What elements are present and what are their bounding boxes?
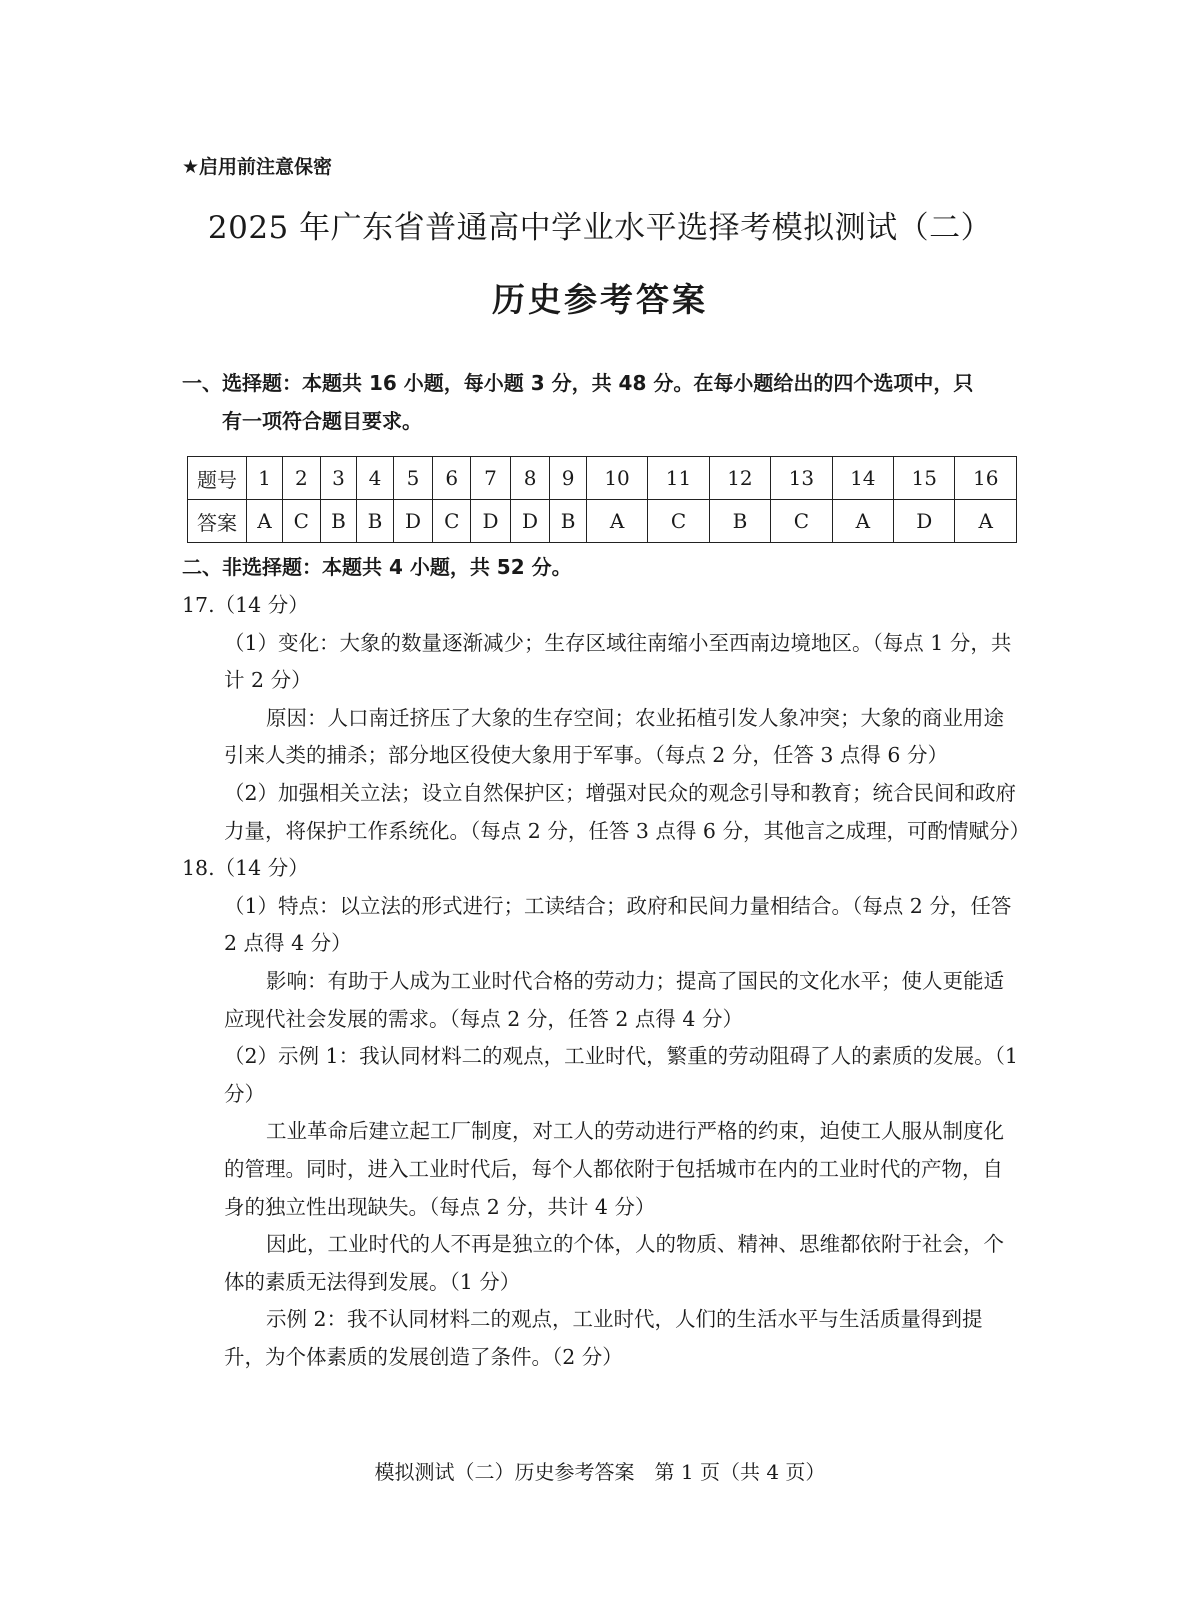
answer-cell: D [393,500,433,543]
answer-cell: C [282,500,320,543]
answer-cell: B [709,500,770,543]
question-number: 11 [648,457,709,500]
q17-part-1-change: （1）变化：大象的数量逐渐减少；生存区域往南缩小至西南边境地区。（每点 1 分，共计 2 分） [224,630,1012,693]
q18-example-1-conclusion: 因此，工业时代的人不再是独立的个体，人的物质、精神、思维都依附于社会，个体的素质无法得到发展。（1 分） [224,1232,1004,1294]
q17-part-1-reason: 原因：人口南迁挤压了大象的生存空间；农业拓植引发人象冲突；大象的商业用途引来人类的捕杀；部分地区役使大象用于军事。（每点 2 分，任答 3 点得 6 分） [224,705,1004,768]
answer-cell: B [320,500,356,543]
row-label-number: 题号 [188,457,247,500]
answer-cell: A [955,500,1017,543]
answer-body [182,587,1030,1376]
question-18-heading: 18.（14 分） [182,856,309,881]
answer-table [187,456,1017,543]
question-number: 12 [709,457,770,500]
answer-cell: C [433,500,471,543]
question-number: 6 [433,457,471,500]
answer-cell: D [894,500,955,543]
exam-title: 2025 年广东省普通高中学业水平选择考模拟测试（二） [207,210,993,246]
answer-cell: A [832,500,893,543]
table-row-numbers [188,457,1017,500]
question-number: 16 [955,457,1017,500]
question-number: 7 [471,457,511,500]
answer-cell: C [771,500,832,543]
confidential-notice: ★启用前注意保密 [182,156,333,178]
section-1-line-1: 一、选择题：本题共 16 小题，每小题 3 分，共 48 分。在每小题给出的四个选项中，只 [182,371,974,395]
section-1-line-2: 有一项符合题目要求。 [222,409,422,433]
table-row-answers [188,500,1017,543]
question-number: 5 [393,457,433,500]
answer-cell: B [550,500,586,543]
question-number: 3 [320,457,356,500]
q18-part-1-features: （1）特点：以立法的形式进行；工读结合；政府和民间力量相结合。（每点 2 分，任答 2 点得 4 分） [224,893,1012,956]
answer-cell: D [471,500,511,543]
question-number: 15 [894,457,955,500]
section-1-heading [182,364,1012,440]
q17-part-2: （2）加强相关立法；设立自然保护区；增强对民众的观念引导和教育；统合民间和政府力量，将保护工作系统化。（每点 2 分，任答 3 点得 6 分，其他言之成理，可酌情赋分） [224,780,1030,843]
question-number: 9 [550,457,586,500]
question-number: 4 [357,457,393,500]
section-2-heading: 二、非选择题：本题共 4 小题，共 52 分。 [182,555,572,579]
q18-part-2-example-1: （2）示例 1：我认同材料二的观点，工业时代，繁重的劳动阻碍了人的素质的发展。（1 分） [224,1044,1018,1106]
answer-cell: B [357,500,393,543]
answer-cell: D [510,500,550,543]
question-number: 14 [832,457,893,500]
answer-cell: A [247,500,283,543]
question-number: 10 [586,457,647,500]
question-number: 8 [510,457,550,500]
page-footer: 模拟测试（二）历史参考答案 第 1 页（共 4 页） [374,1460,826,1484]
question-17-heading: 17.（14 分） [182,593,309,617]
question-number: 13 [771,457,832,500]
q18-part-2-example-2: 示例 2：我不认同材料二的观点，工业时代，人们的生活水平与生活质量得到提升，为个体素质的发展创造了条件。（2 分） [224,1307,983,1369]
answer-cell: C [648,500,709,543]
q18-part-1-impact: 影响：有助于人成为工业时代合格的劳动力；提高了国民的文化水平；使人更能适应现代社会发展的需求。（每点 2 分，任答 2 点得 4 分） [224,968,1004,1031]
question-number: 2 [282,457,320,500]
question-number: 1 [247,457,283,500]
q18-example-1-detail: 工业革命后建立起工厂制度，对工人的劳动进行严格的约束，迫使工人服从制度化的管理。同时，进入工业时代后，每个人都依附于包括城市在内的工业时代的产物，自身的独立性出现缺失。（每点 2 分，共计 4 分） [224,1119,1004,1219]
answer-cell: A [586,500,647,543]
row-label-answer: 答案 [188,500,247,543]
document-subtitle: 历史参考答案 [492,280,708,319]
